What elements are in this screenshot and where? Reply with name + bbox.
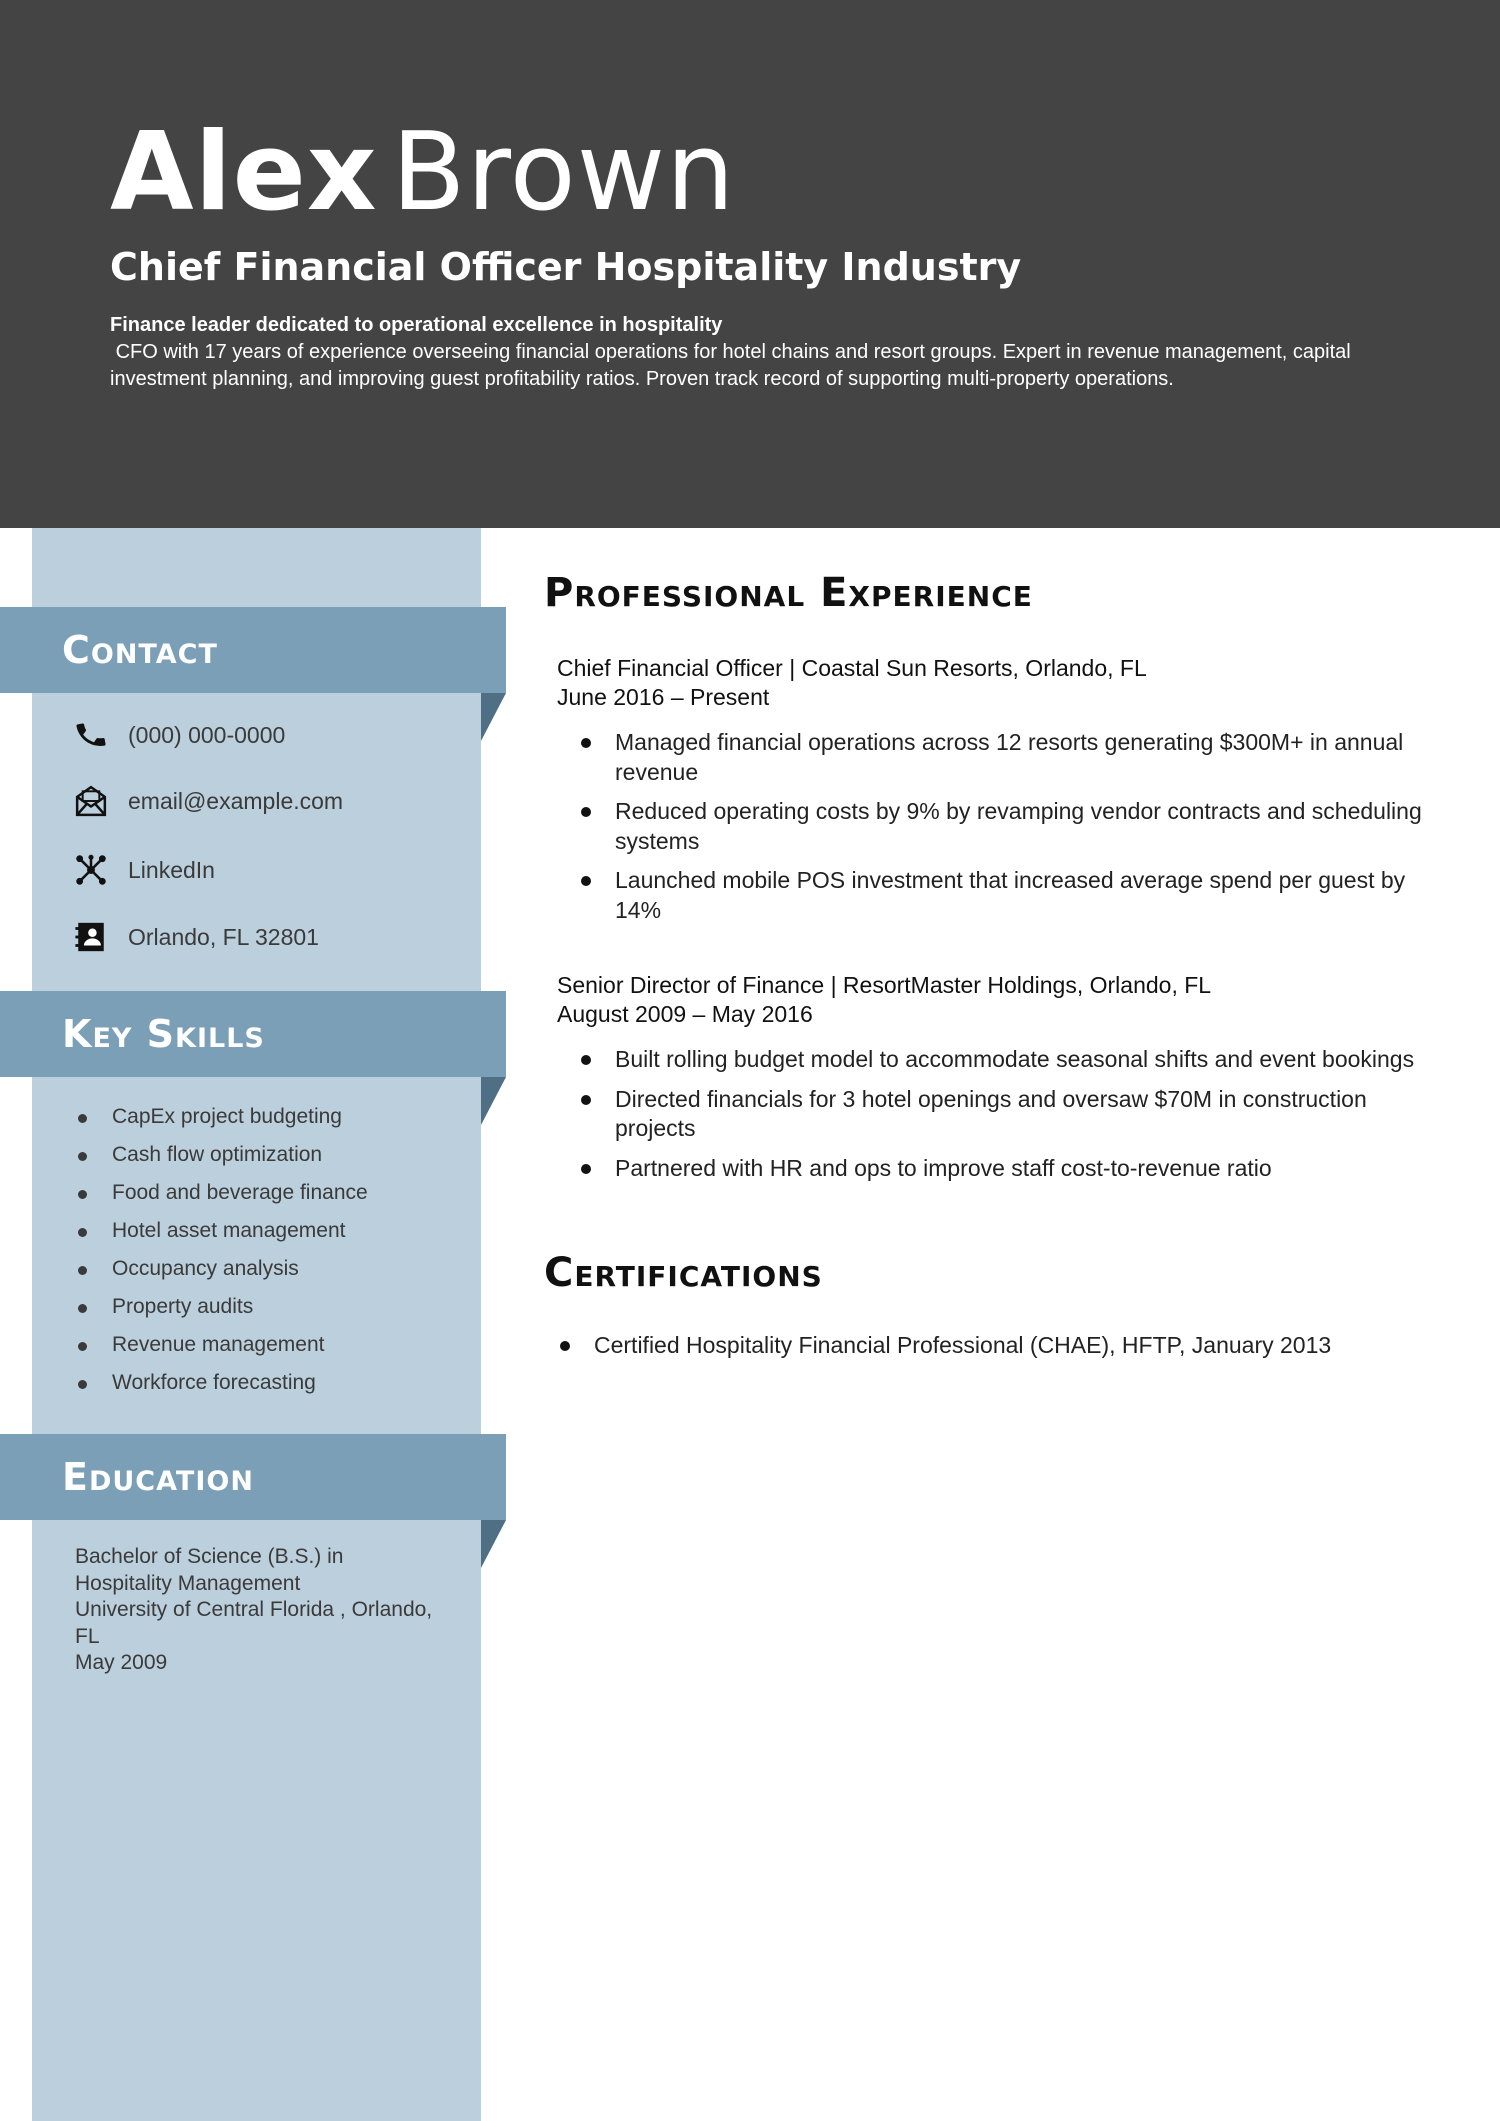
skill-item: Revenue management xyxy=(76,1326,368,1364)
skill-item: Hotel asset management xyxy=(76,1212,368,1250)
skill-item: Food and beverage finance xyxy=(76,1174,368,1212)
school-line-2: FL xyxy=(75,1624,100,1648)
skills-list xyxy=(76,1098,368,1402)
job-bullet: Built rolling budget model to accommodate seasonal shifts and event bookings xyxy=(580,1045,1440,1075)
certifications-heading: Certifications xyxy=(544,1250,823,1296)
job-bullet: Managed financial operations across 12 resorts generating $300M+ in annual revenue xyxy=(580,728,1440,787)
summary-text xyxy=(110,339,1400,393)
school-line-1: University of Central Florida , Orlando, xyxy=(75,1598,433,1621)
phone-text: (000) 000-0000 xyxy=(128,721,286,748)
first-name: Alex xyxy=(110,110,378,235)
network-icon xyxy=(72,851,110,889)
email-text: email@example.com xyxy=(128,787,344,814)
contact-phone xyxy=(72,715,285,755)
job-bullet: Launched mobile POS investment that increased average spend per guest by 14% xyxy=(580,866,1440,925)
contact-email xyxy=(72,781,343,821)
job-bullet: Partnered with HR and ops to improve staff cost-to-revenue ratio xyxy=(580,1154,1440,1184)
candidate-name xyxy=(110,108,736,238)
summary-heading: Finance leader dedicated to operational excellence in hospitality xyxy=(110,314,723,336)
linkedin-text: LinkedIn xyxy=(128,856,215,883)
education-fold xyxy=(481,1520,506,1568)
job-1-dates: June 2016 – Present xyxy=(557,684,770,710)
phone-icon xyxy=(72,716,110,754)
skills-fold xyxy=(481,1077,506,1125)
degree-line-2: Hospitality Management xyxy=(75,1571,301,1595)
email-icon xyxy=(72,782,110,820)
skill-item: Occupancy analysis xyxy=(76,1250,368,1288)
contact-location xyxy=(72,917,319,957)
skills-heading: Key Skills xyxy=(0,991,506,1077)
job-1-title: Chief Financial Officer | Coastal Sun Resorts, Orlando, FL xyxy=(557,655,1147,681)
job-2-bullets xyxy=(580,1045,1440,1193)
job-2-title: Senior Director of Finance | ResortMaster Holdings, Orlando, FL xyxy=(557,972,1212,998)
summary-text-content: CFO with 17 years of experience overseeing financial operations for hotel chains and resort groups. Expert in revenue management, capital investment planning, and improving guest profitability ratios. Proven track record of supporting multi-property operations. xyxy=(110,341,1351,390)
job-bullet: Reduced operating costs by 9% by revamping vendor contracts and scheduling systems xyxy=(580,797,1440,856)
education-heading: Education xyxy=(0,1434,506,1520)
contact-heading: Contact xyxy=(0,607,506,693)
skill-item: Property audits xyxy=(76,1288,368,1326)
location-text: Orlando, FL 32801 xyxy=(128,923,319,950)
certification-item: Certified Hospitality Financial Professional (CHAE), HFTP, January 2013 xyxy=(559,1331,1459,1361)
resume-header xyxy=(0,0,1500,528)
graduation-date: May 2009 xyxy=(75,1651,168,1674)
job-1-bullets xyxy=(580,728,1440,935)
certifications-list xyxy=(559,1331,1459,1371)
skill-item: Cash flow optimization xyxy=(76,1136,368,1174)
last-name: Brown xyxy=(391,110,736,235)
experience-heading: Professional Experience xyxy=(544,570,1033,616)
skill-item: Workforce forecasting xyxy=(76,1364,368,1402)
contact-linkedin xyxy=(72,850,215,890)
degree-line-1: Bachelor of Science (B.S.) in xyxy=(75,1545,344,1568)
job-title: Chief Financial Officer Hospitality Industry xyxy=(110,245,1022,289)
job-bullet: Directed financials for 3 hotel openings and oversaw $70M in construction projects xyxy=(580,1085,1440,1144)
job-2-dates: August 2009 – May 2016 xyxy=(557,1001,813,1027)
skill-item: CapEx project budgeting xyxy=(76,1098,368,1136)
contact-card-icon xyxy=(72,918,110,956)
contact-fold xyxy=(481,693,506,741)
education-details xyxy=(75,1544,465,1677)
